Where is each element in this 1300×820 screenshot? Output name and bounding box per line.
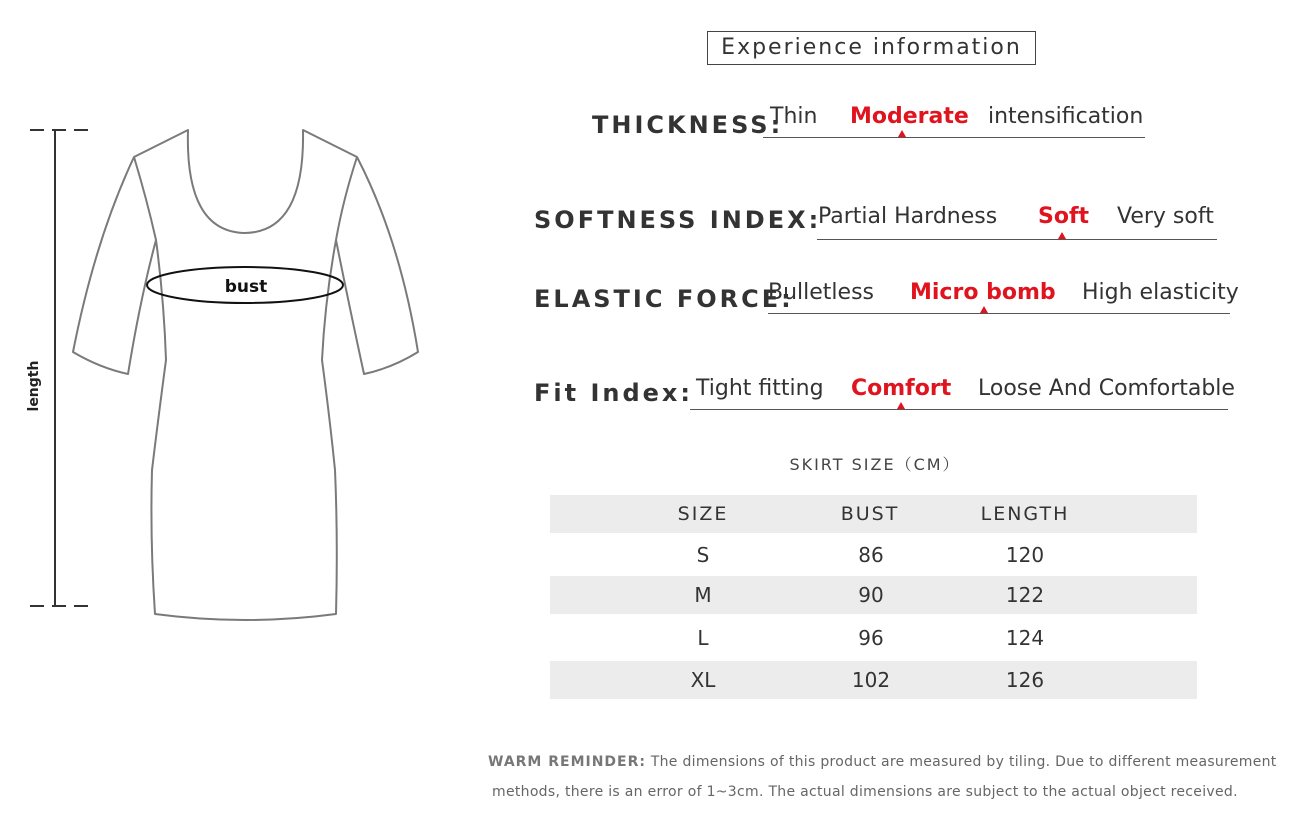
- thickness-scale-line: [763, 137, 1145, 138]
- dress-outline: [73, 130, 418, 620]
- table-cell-length: 126: [1005, 668, 1045, 692]
- fit-selected-marker: [897, 402, 905, 409]
- experience-info-title: Experience information: [707, 31, 1036, 65]
- dress-diagram: [0, 0, 470, 680]
- elastic-option-micro-bomb: Micro bomb: [910, 280, 1056, 305]
- table-cell-bust: 96: [858, 626, 884, 650]
- table-cell-size: S: [696, 543, 710, 567]
- fit-index-label: Fit Index:: [534, 379, 693, 407]
- table-header-size: SIZE: [677, 503, 729, 525]
- softness-selected-marker: [1058, 232, 1066, 239]
- fit-option-tight-fitting: Tight fitting: [696, 376, 824, 401]
- table-cell-bust: 86: [858, 543, 884, 567]
- length-label: length: [26, 360, 42, 412]
- table-header-length: LENGTH: [980, 503, 1070, 525]
- softness-index-label: SOFTNESS INDEX:: [534, 206, 822, 234]
- table-cell-bust: 90: [858, 583, 884, 607]
- table-cell-size: M: [694, 583, 712, 607]
- table-cell-length: 120: [1005, 543, 1045, 567]
- table-cell-length: 122: [1005, 583, 1045, 607]
- bust-label: bust: [224, 277, 268, 297]
- thickness-label: THICKNESS:: [592, 111, 784, 139]
- elastic-selected-marker: [980, 306, 988, 313]
- elastic-option-bulletless: Bulletless: [768, 280, 874, 305]
- warm-reminder-line-2: methods, there is an error of 1~3cm. The actual dimensions are subject to the actual object received.: [492, 784, 1238, 800]
- softness-option-very-soft: Very soft: [1117, 204, 1214, 229]
- table-cell-size: XL: [690, 668, 716, 692]
- table-header-bust: BUST: [840, 503, 900, 525]
- table-cell-size: L: [697, 626, 709, 650]
- softness-option-partial-hardness: Partial Hardness: [818, 204, 998, 229]
- thickness-option-moderate: Moderate: [850, 104, 969, 129]
- thickness-option-intensification: intensification: [988, 104, 1144, 129]
- elastic-option-high-elasticity: High elasticity: [1082, 280, 1239, 305]
- warm-reminder-label: WARM REMINDER:: [488, 754, 646, 770]
- table-cell-bust: 102: [851, 668, 891, 692]
- elastic-force-label: ELASTIC FORCE:: [534, 285, 794, 313]
- fit-scale-line: [690, 409, 1228, 410]
- fit-option-comfort: Comfort: [851, 376, 952, 401]
- softness-option-soft: Soft: [1038, 204, 1090, 229]
- size-table-title: SKIRT SIZE（CM）: [789, 455, 961, 474]
- softness-scale-line: [817, 239, 1217, 240]
- thickness-option-thin: Thin: [770, 104, 818, 129]
- thickness-selected-marker: [898, 130, 906, 137]
- table-cell-length: 124: [1005, 626, 1045, 650]
- warm-reminder-text-1: The dimensions of this product are measured by tiling. Due to different measurement: [646, 754, 1277, 770]
- fit-option-loose-and-comfortable: Loose And Comfortable: [978, 376, 1235, 401]
- warm-reminder-line-1: [488, 754, 1277, 770]
- elastic-scale-line: [768, 313, 1230, 314]
